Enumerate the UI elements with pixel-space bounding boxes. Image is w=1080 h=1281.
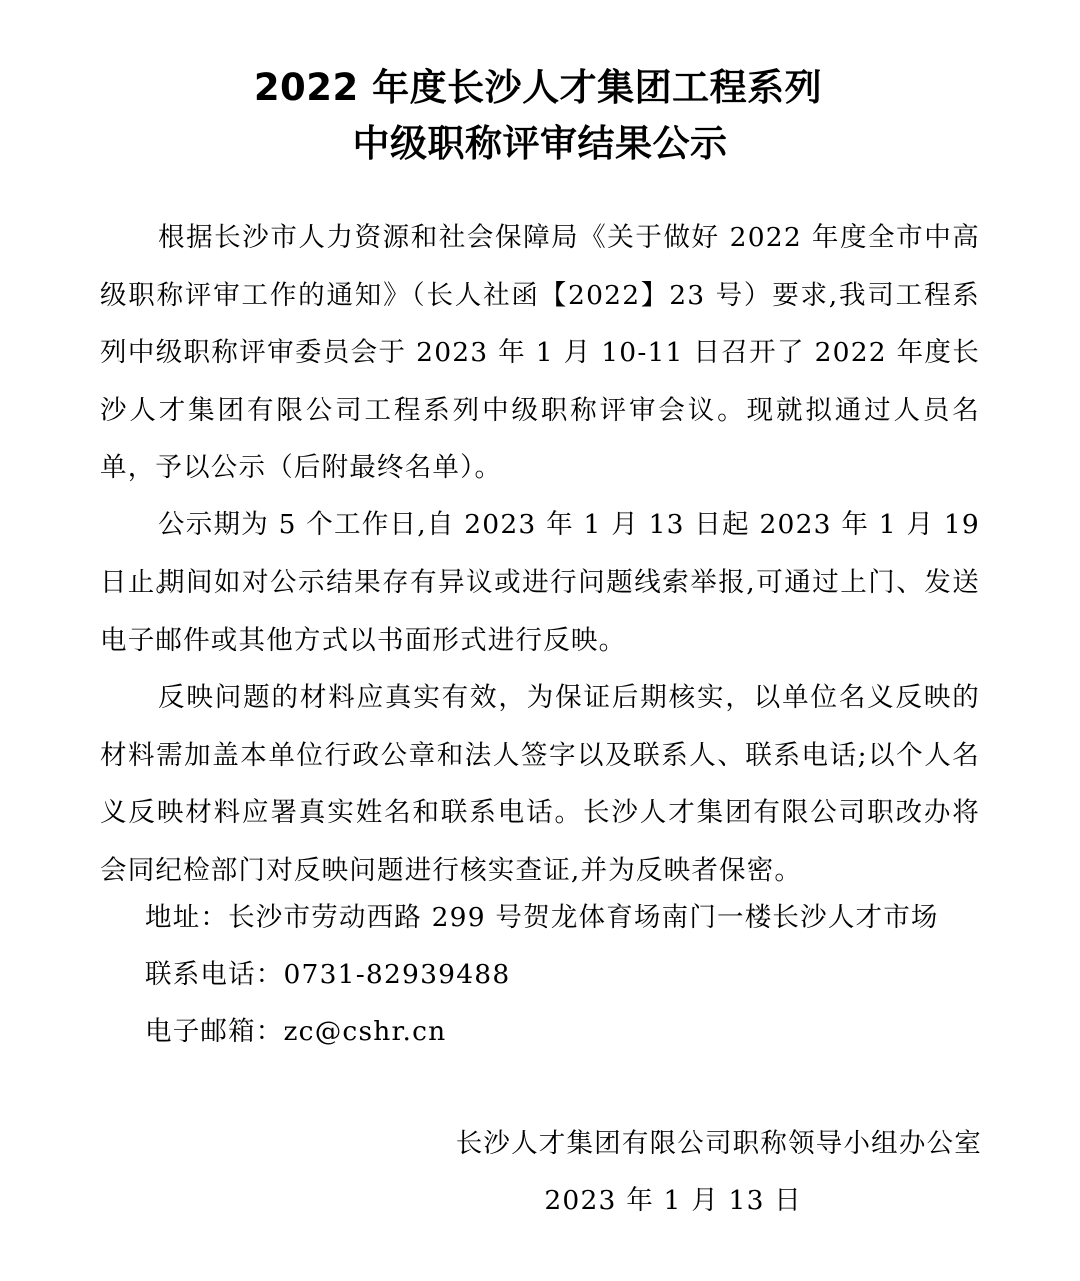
contact-phone: 联系电话：0731-82939488	[145, 959, 511, 990]
signature-date: 2023 年 1 月 13 日	[544, 1185, 802, 1216]
signature-organization: 长沙人才集团有限公司职称领导小组办公室	[455, 1128, 982, 1159]
title-line-2: 中级职称评审结果公示	[352, 122, 728, 165]
title-line-1: 2022 年度长沙人才集团工程系列	[253, 66, 823, 109]
body-paragraph-3: 期间如对公示结果存有异议或进行问题线索举报,可通过上门、发送电子邮件或其他方式以书面形式进行反映。	[100, 567, 980, 656]
contact-email: 电子邮箱：zc@cshr.cn	[145, 1016, 447, 1047]
body-paragraph-1: 根据长沙市人力资源和社会保障局《关于做好 2022 年度全市中高级职称评审工作的通知》（长人社函【2022】23 号）要求,我司工程系列中级职称评审委员会于 2023 年 1 月 10-11 日召开了 2022 年度长沙人才集团有限公司工程系列中级职称评审会议。现就拟通过人员名单，予以公示（后附最终名单）。	[100, 222, 980, 483]
body-paragraph-4: 反映问题的材料应真实有效，为保证后期核实，以单位名义反映的材料需加盖本单位行政公章和法人签字以及联系人、联系电话;以个人名义反映材料应署真实姓名和联系电话。长沙人才集团有限公司职改办将会同纪检部门对反映问题进行核实查证,并为反映者保密。	[100, 682, 980, 886]
contact-address: 地址：长沙市劳动西路 299 号贺龙体育场南门一楼长沙人才市场	[145, 902, 939, 933]
body-paragraph-2: 公示期为 5 个工作日,自 2023 年 1 月 13 日起 2023 年 1 月 19 日止。	[100, 509, 980, 598]
